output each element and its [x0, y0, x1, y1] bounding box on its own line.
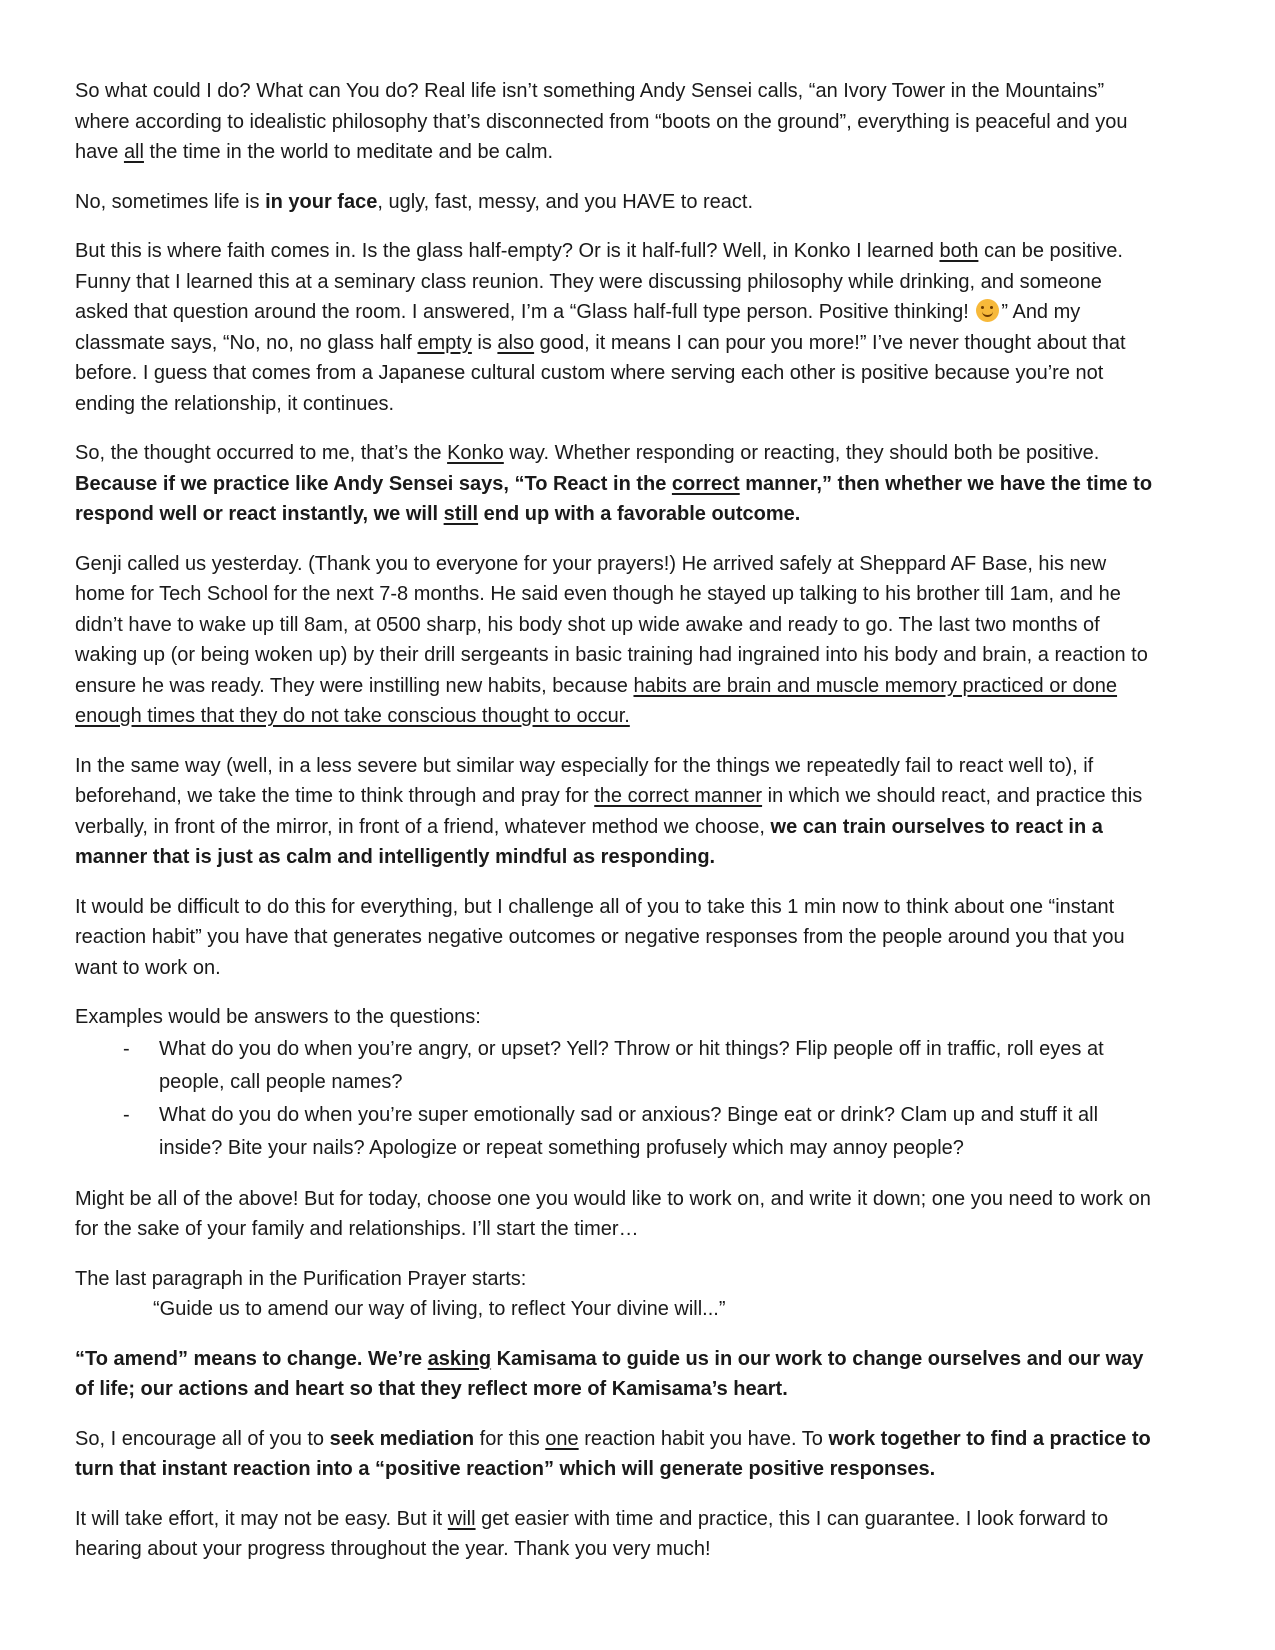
underlined-text: Konko — [447, 442, 504, 464]
text: is — [471, 331, 498, 354]
bold-text: Kamisama to guide us in our work to change ourselves and our way of life; our actions and heart so that they reflect more of Kamisama’s heart. — [75, 1347, 1144, 1400]
text: in which we should react, and practice this verbally, in front of the mirror, in front of a friend, whatever method we choose, — [75, 785, 1143, 838]
text: So, the thought occurred to me, that’s the — [75, 442, 448, 464]
bold-text: “To amend” means to change. We’re — [75, 1347, 428, 1370]
paragraph-7: It would be difficult to do this for everything, but I challenge all of you to take this 1 min now to think about one “instant reaction habit” you have that generates negative outcomes or negative responses from the people around you that you want to work on. — [75, 895, 1125, 979]
bold-text: seek mediation — [329, 1427, 475, 1450]
text: No, sometimes life is — [75, 190, 266, 213]
text: ” And my classmate says, “No, no, no glass half — [75, 301, 1081, 354]
text: , ugly, fast, messy, and you HAVE to react. — [377, 190, 754, 213]
list-bullet: - — [123, 1037, 130, 1060]
bold-text: Because if we practice like Andy Sensei says, “To React in the — [75, 472, 672, 495]
text: So what could I do? What can You do? Real life isn’t something Andy Sensei calls, “an Ivory Tower in the Mountains” where according to idealistic philosophy that’s disconnected from “boots on the ground”, everything is peaceful and you have — [75, 80, 1128, 163]
text: for this — [474, 1427, 546, 1450]
text: Genji called us yesterday. (Thank you to everyone for your prayers!) He arrived safely at Sheppard AF Base, his new home for Tech School for the next 7-8 months. He said even though he stayed up talking to his brother till 1am, and he didn’t have to wake up till 8am, at 0500 sharp, his body shot up wide awake and ready to go. The last two months of waking up (or being woken up) by their drill sergeants in basic training had ingrained into his body and brain, a reaction to ensure he was ready. They were instilling new habits, because — [75, 552, 1148, 697]
bold-text: manner,” then whether we have the time to respond well or react instantly, we will — [75, 472, 1153, 525]
paragraph-1 — [75, 76, 1155, 168]
text: In the same way (well, in a less severe but similar way especially for the things we repeatedly fail to react well to), if beforehand, we take the time to think through and pray for — [75, 754, 1094, 807]
underlined-text: one — [545, 1427, 579, 1450]
text: reaction habit you have. To — [578, 1427, 829, 1450]
bold-underlined-text: asking — [427, 1347, 492, 1370]
underlined-text: all — [123, 141, 144, 163]
paragraph-9: Might be all of the above! But for today, choose one you would like to work on, and write it down; one you need to work on for the sake of your family and relationships. I’ll start the timer… — [75, 1187, 1151, 1240]
text: can be positive. Funny that I learned this at a seminary class reunion. They were discussing philosophy while drinking, and someone asked that question around the room. I answered, I’m a “Glass half-full type person. Positive thinking! — [75, 240, 1123, 323]
paragraph-12 — [75, 1424, 1155, 1485]
list-item-text: What do you do when you’re angry, or upset? Yell? Throw or hit things? Flip people off in traffic, roll eyes at people, call people names? — [159, 1037, 1104, 1093]
underlined-text: empty — [417, 331, 472, 354]
underlined-text: will — [447, 1507, 476, 1530]
underlined-text: habits are brain and muscle memory practiced or done enough times that they do not take conscious thought to occur. — [75, 674, 1118, 727]
examples-list — [75, 1033, 1155, 1165]
list-item — [75, 1099, 1155, 1165]
text: So, I encourage all of you to — [75, 1427, 330, 1450]
paragraph-6 — [75, 751, 1155, 873]
bold-text: in your face — [265, 190, 378, 213]
text: way. Whether responding or reacting, they should both be positive. — [503, 442, 1100, 464]
paragraph-13 — [75, 1504, 1155, 1565]
bold-text: work together to find a practice to turn that instant reaction into a “positive reaction” which will generate positive responses. — [75, 1427, 1151, 1480]
prayer-quote: “Guide us to amend our way of living, to reflect Your divine will...” — [153, 1298, 726, 1320]
paragraph-11 — [75, 1344, 1155, 1405]
list-item — [75, 1033, 1155, 1099]
underlined-text: also — [497, 331, 535, 354]
text: get easier with time and practice, this I can guarantee. I look forward to hearing about your progress throughout the year. Thank you very much! — [75, 1507, 1109, 1560]
text: the time in the world to meditate and be calm. — [143, 141, 554, 163]
text: It will take effort, it may not be easy. But it — [75, 1507, 448, 1530]
smiley-face-icon — [976, 299, 999, 322]
list-item-text: What do you do when you’re super emotionally sad or anxious? Binge eat or drink? Clam up and stuff it all inside? Bite your nails? Apologize or repeat something profusely which may annoy people? — [159, 1103, 1099, 1159]
paragraph-5 — [75, 549, 1155, 732]
text: good, it means I can pour you more!” I’ve never thought about that before. I guess that comes from a Japanese cultural custom where serving each other is positive because you’re not ending the relationship, it continues. — [75, 331, 1126, 415]
text: But this is where faith comes in. Is the glass half-empty? Or is it half-full? Well, in Konko I learned — [75, 240, 940, 262]
prayer-intro: The last paragraph in the Purification Prayer starts: — [75, 1267, 527, 1290]
underlined-text: the correct manner — [594, 785, 763, 807]
examples-intro: Examples would be answers to the questions: — [75, 1006, 481, 1028]
paragraph-2 — [75, 187, 1155, 218]
underlined-text: both — [939, 240, 979, 262]
bold-text: end up with a favorable outcome. — [478, 503, 801, 525]
paragraph-3 — [75, 236, 1155, 419]
list-bullet: - — [123, 1103, 130, 1126]
bold-underlined-text: still — [443, 503, 479, 525]
bold-underlined-text: correct — [671, 472, 740, 495]
paragraph-4 — [75, 438, 1155, 530]
bold-text: we can train ourselves to react in a manner that is just as calm and intelligently mindful as responding. — [75, 815, 1103, 868]
